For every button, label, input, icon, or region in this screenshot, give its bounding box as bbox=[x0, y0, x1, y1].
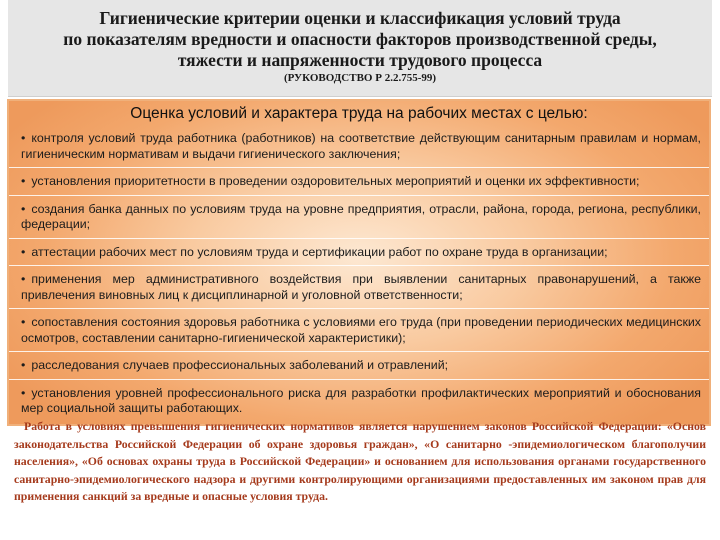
list-item-text: установления уровней профессионального риска для разработки профилактических мероприятий и обоснования мер социальной защиты работающих. bbox=[21, 385, 701, 415]
list-item-text: контроля условий труда работника (работников) на соответствие действующим санитарным правилам и нормам, гигиеническим нормативам и выдачи гигиенического заключения; bbox=[21, 131, 701, 161]
goals-panel bbox=[7, 99, 711, 426]
divider bbox=[9, 379, 711, 380]
list-item bbox=[21, 131, 701, 162]
list-item-text: применения мер административного воздействия при выявлении санитарных правонарушений, а также привлечения виновных лиц к дисциплинарной и уголовной ответственности; bbox=[21, 272, 701, 302]
document-reference: (РУКОВОДСТВО Р 2.2.755-99) bbox=[283, 72, 437, 84]
list-item-text: создания банка данных по условиям труда на уровне предприятия, отрасли, района, города, региона, республики, федерации; bbox=[21, 201, 701, 231]
bullet: • bbox=[21, 201, 26, 216]
title-line-1: Гигиенические критерии оценки и классификация условий труда bbox=[99, 8, 621, 28]
list-item-text: сопоставления состояния здоровья работника с условиями его труда (при проведении периодических медицинских осмотров, составлении санитарно-гигиенической характеристики); bbox=[21, 315, 701, 345]
legal-note-text: Работа в условиях превышения гигиенических нормативов является нарушением законов Российской Федерации: «Основ законодательства Российской Федерации об охране здоровья граждан», «О санитарно -эпидемиологическом благополучии населения», «Об основах охраны труда в Российской Федерации» и основанием для использования органами государственного санитарно-эпидемиологического надзора и другими контролирующими организациями предоставленных им законом прав для применения санкций за вредные и опасные условия труда. bbox=[14, 419, 706, 504]
legal-note bbox=[14, 418, 706, 506]
list-item bbox=[21, 272, 701, 303]
divider bbox=[9, 195, 711, 196]
bullet: • bbox=[21, 385, 26, 400]
list-item-text: аттестации рабочих мест по условиям труда и сертификации работ по охране труда в организации; bbox=[31, 244, 608, 259]
list-item bbox=[21, 386, 701, 417]
list-item bbox=[21, 202, 701, 233]
list-item bbox=[21, 245, 701, 261]
bullet: • bbox=[21, 315, 26, 329]
bullet: • bbox=[21, 244, 26, 259]
bullet: • bbox=[21, 358, 26, 372]
title-line-2: по показателям вредности и опасности факторов производственной среды, bbox=[63, 29, 657, 49]
list-item bbox=[21, 358, 701, 374]
divider bbox=[9, 308, 711, 309]
slide-title bbox=[8, 0, 712, 71]
bullet: • bbox=[21, 131, 26, 145]
slide-header bbox=[8, 0, 712, 97]
list-item-text: установления приоритетности в проведении оздоровительных мероприятий и оценки их эффективности; bbox=[31, 174, 640, 188]
list-item bbox=[21, 315, 701, 346]
divider bbox=[9, 265, 711, 266]
divider bbox=[9, 238, 711, 239]
title-line-3: тяжести и напряженности трудового процесса bbox=[177, 50, 543, 70]
bullet: • bbox=[21, 174, 26, 188]
list-item-text: расследования случаев профессиональных заболеваний и отравлений; bbox=[31, 358, 449, 372]
divider bbox=[9, 167, 711, 168]
panel-title: Оценка условий и характера труда на рабочих местах с целью: bbox=[130, 105, 588, 122]
divider bbox=[9, 351, 711, 352]
list-item bbox=[21, 174, 701, 190]
goals-list bbox=[21, 131, 701, 417]
bullet: • bbox=[21, 272, 26, 286]
